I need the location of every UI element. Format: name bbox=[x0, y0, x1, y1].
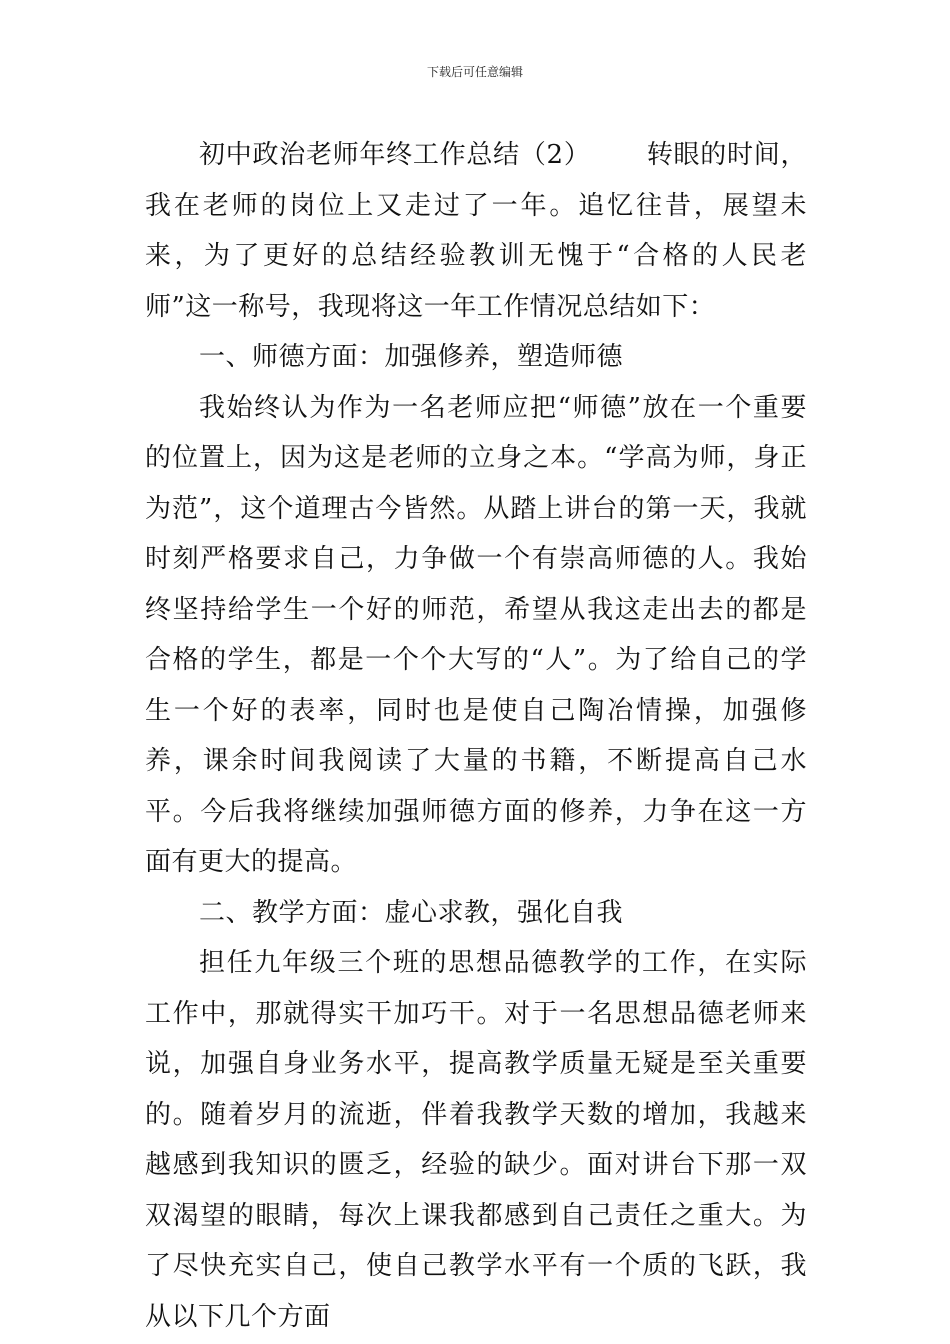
page-header: 下载后可任意编辑 bbox=[426, 65, 523, 79]
section2-paragraph: 担任九年级三个班的思想品德教学的工作，在实际工作中，那就得实干加巧干。对于一名思想品德老师来说，加强自身业务水平，提高教学质量无疑是至关重要的。随着岁月的流逝，伴着我教学天数的增加，我越来越感到我知识的匮乏，经验的缺少。面对讲台下那一双双渴望的眼睛，每次上课我都感到自己责任之重大。为了尽快充实自己，使自己教学水平有一个质的飞跃，我从以下几个方面 bbox=[145, 948, 807, 1332]
section2-heading: 二、教学方面：虚心求教，强化自我 bbox=[199, 897, 624, 928]
section1-paragraph: 我始终认为作为一名老师应把“师德”放在一个重要的位置上，因为这是老师的立身之本。“学高为师，身正为范”，这个道理古今皆然。从踏上讲台的第一天，我就时刻严格要求自己，力争做一个有崇高师德的人。我始终坚持给学生一个好的师范，希望从我这走出去的都是合格的学生，都是一个个大写的“人”。为了给自己的学生一个好的表率，同时也是使自己陶冶情操，加强修养，课余时间我阅读了大量的书籍，不断提高自己水平。今后我将继续加强师德方面的修养，力争在这一方面有更大的提高。 bbox=[145, 392, 807, 877]
document-title: 初中政治老师年终工作总结（2） bbox=[199, 140, 591, 170]
section1-heading: 一、师德方面：加强修养，塑造师德 bbox=[199, 342, 624, 372]
intro-text: 转眼的时间，我在老师的岗位上又走过了一年。追忆往昔，展望未来，为了更好的总结经验教训无愧于“合格的人民老师”这一称号，我现将这一年工作情况总结如下： bbox=[145, 140, 807, 322]
intro-paragraph bbox=[145, 130, 807, 332]
document-body bbox=[145, 130, 807, 1342]
